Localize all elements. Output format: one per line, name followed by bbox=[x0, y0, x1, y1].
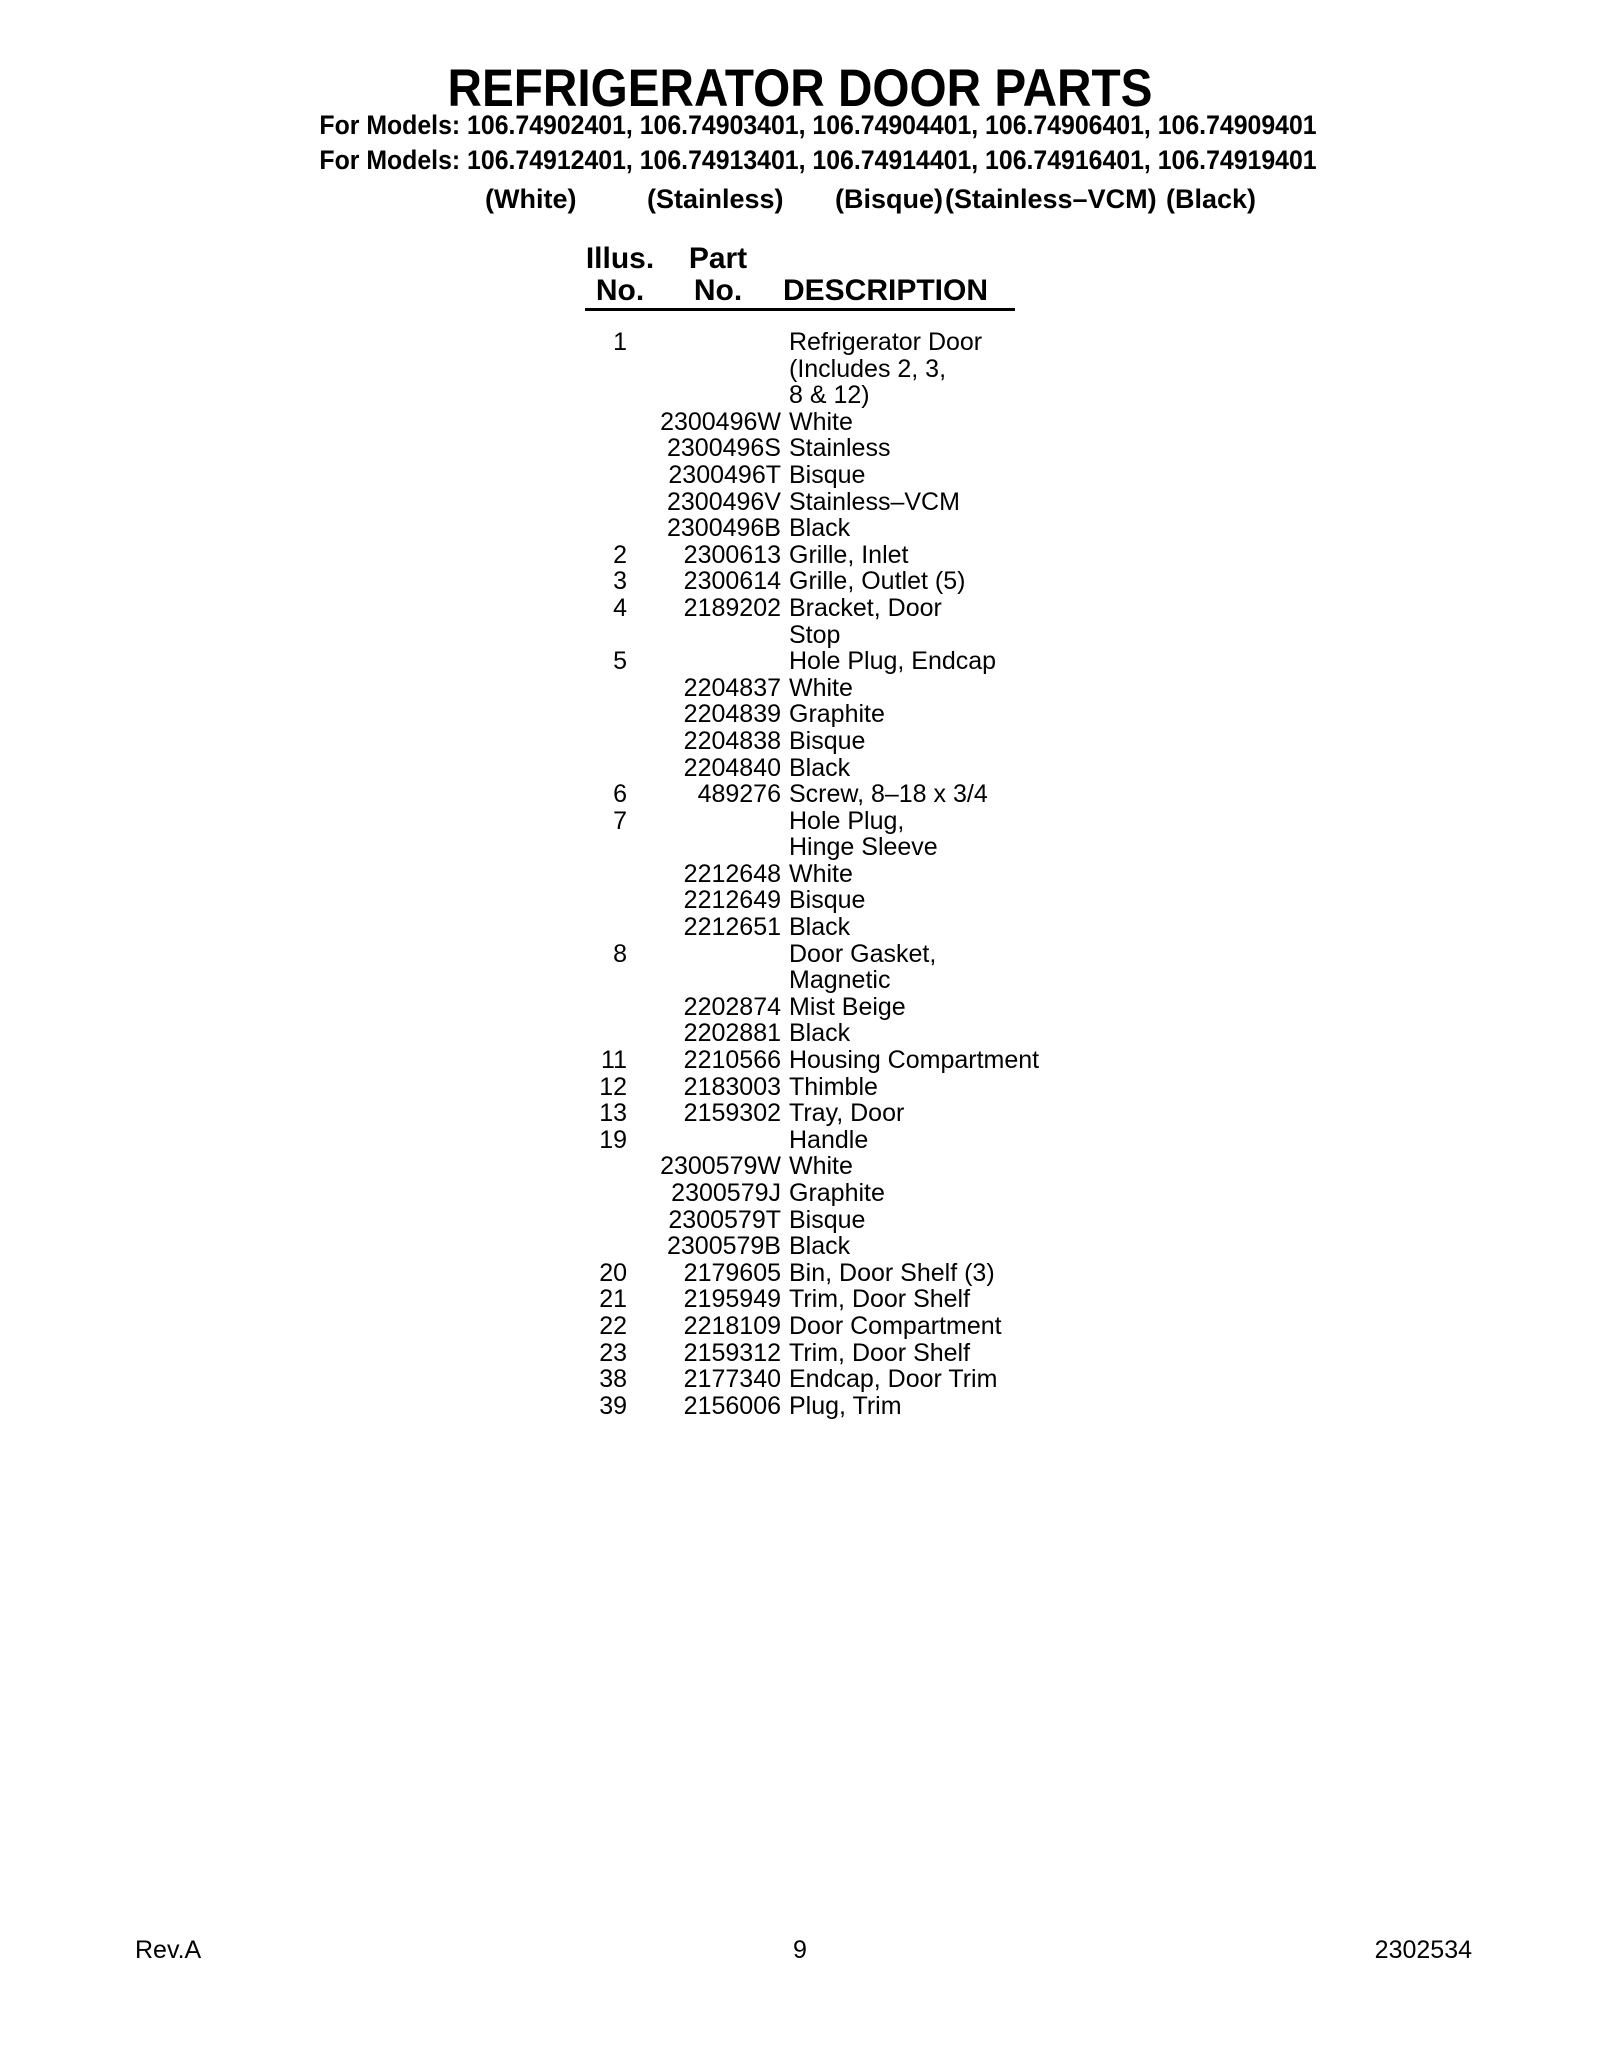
description-cell: White bbox=[789, 407, 853, 436]
illus-no-cell: 13 bbox=[599, 1099, 627, 1128]
illus-no-cell: 21 bbox=[599, 1285, 627, 1314]
illus-no-cell bbox=[545, 462, 627, 489]
table-row bbox=[545, 1100, 1185, 1127]
illus-no-cell bbox=[545, 967, 627, 994]
illus-no-cell bbox=[545, 728, 627, 755]
description-cell: Bracket, Door bbox=[789, 593, 942, 622]
illus-no-cell bbox=[545, 834, 627, 861]
table-row bbox=[545, 409, 1185, 436]
page-number: 9 bbox=[793, 1936, 807, 1964]
description-cell: Bin, Door Shelf (3) bbox=[789, 1258, 995, 1287]
table-row bbox=[545, 1047, 1185, 1074]
description-cell: (Includes 2, 3, bbox=[789, 354, 947, 383]
finish-label-stainless: (Stainless) bbox=[647, 184, 784, 214]
table-row bbox=[545, 462, 1185, 489]
description-cell: Housing Compartment bbox=[789, 1046, 1040, 1075]
illus-no-cell: 8 bbox=[613, 939, 627, 968]
description-cell: Bisque bbox=[789, 886, 866, 915]
col-header-description: DESCRIPTION bbox=[783, 274, 989, 307]
table-row bbox=[545, 1074, 1185, 1101]
col-header-part: Part bbox=[688, 242, 748, 275]
illus-no-cell bbox=[545, 914, 627, 941]
illus-no-cell bbox=[545, 356, 627, 383]
description-cell: White bbox=[789, 1152, 853, 1181]
description-cell: Black bbox=[789, 753, 851, 782]
models-line-1: For Models: 106.74902401, 106.74903401, 106.74904401, 106.74906401, 106.74909401 bbox=[319, 110, 1317, 140]
illus-no-cell: 20 bbox=[599, 1258, 627, 1287]
part-no-cell: 2156006 bbox=[683, 1391, 781, 1420]
finish-labels-row bbox=[0, 184, 1600, 220]
table-row bbox=[545, 834, 1185, 861]
col-header-part-no: No. bbox=[693, 274, 743, 307]
illus-no-cell bbox=[545, 1153, 627, 1180]
illus-no-cell: 4 bbox=[613, 593, 627, 622]
illus-no-cell: 23 bbox=[599, 1338, 627, 1367]
description-cell: Endcap, Door Trim bbox=[789, 1365, 998, 1394]
description-cell: Trim, Door Shelf bbox=[789, 1338, 971, 1367]
illus-no-cell: 38 bbox=[599, 1365, 627, 1394]
table-row bbox=[545, 808, 1185, 835]
table-row bbox=[545, 648, 1185, 675]
table-row bbox=[545, 1286, 1185, 1313]
part-no-cell: 2300496V bbox=[666, 487, 781, 516]
part-no-cell: 2300614 bbox=[683, 567, 781, 596]
part-no-cell: 2300579B bbox=[666, 1232, 781, 1261]
description-cell: Hole Plug, Endcap bbox=[789, 647, 997, 676]
table-row bbox=[545, 1260, 1185, 1287]
table-row bbox=[545, 622, 1185, 649]
description-cell: Magnetic bbox=[789, 966, 891, 995]
table-row bbox=[545, 542, 1185, 569]
finish-label-bisque: (Bisque) bbox=[835, 184, 943, 214]
col-header-illus-no: No. bbox=[595, 274, 645, 307]
description-cell: Graphite bbox=[789, 700, 885, 729]
part-no-cell: 2204840 bbox=[683, 753, 781, 782]
description-cell: White bbox=[789, 859, 853, 888]
part-no-cell bbox=[627, 356, 781, 383]
description-cell: Black bbox=[789, 913, 851, 942]
part-no-cell: 2212651 bbox=[683, 913, 781, 942]
illus-no-cell: 7 bbox=[613, 806, 627, 835]
table-row bbox=[545, 1020, 1185, 1047]
part-no-cell: 2189202 bbox=[683, 593, 781, 622]
table-row bbox=[545, 887, 1185, 914]
part-no-cell: 2300496S bbox=[666, 434, 781, 463]
table-row bbox=[545, 755, 1185, 782]
table-row bbox=[545, 1313, 1185, 1340]
finish-label-black: (Black) bbox=[1166, 184, 1257, 214]
description-cell: Door Gasket, bbox=[789, 939, 937, 968]
illus-no-cell bbox=[545, 701, 627, 728]
part-no-cell bbox=[627, 808, 781, 835]
description-cell: Black bbox=[789, 1232, 851, 1261]
part-no-cell: 2183003 bbox=[683, 1072, 781, 1101]
illus-no-cell bbox=[545, 435, 627, 462]
doc-number: 2302534 bbox=[1374, 1936, 1472, 1964]
description-cell: Grille, Outlet (5) bbox=[789, 567, 966, 596]
part-no-cell: 2210566 bbox=[683, 1046, 781, 1075]
description-cell: Bisque bbox=[789, 460, 866, 489]
description-cell: Stainless–VCM bbox=[789, 487, 960, 516]
part-no-cell: 2300579J bbox=[671, 1179, 781, 1207]
description-cell: Black bbox=[789, 514, 851, 543]
table-row bbox=[545, 515, 1185, 542]
part-no-cell bbox=[627, 941, 781, 968]
description-cell: Screw, 8–18 x 3/4 bbox=[789, 780, 988, 809]
illus-no-cell bbox=[545, 887, 627, 914]
table-row bbox=[545, 1127, 1185, 1154]
part-no-cell: 2204839 bbox=[683, 700, 781, 729]
part-no-cell: 2177340 bbox=[683, 1365, 781, 1394]
table-row bbox=[545, 781, 1185, 808]
part-no-cell bbox=[627, 329, 781, 356]
illus-no-cell bbox=[545, 1207, 627, 1234]
part-no-cell bbox=[627, 382, 781, 409]
illus-no-cell bbox=[545, 409, 627, 436]
part-no-cell: 2204838 bbox=[683, 726, 781, 755]
illus-no-cell: 11 bbox=[601, 1046, 627, 1075]
table-row bbox=[545, 356, 1185, 383]
illus-no-cell bbox=[545, 382, 627, 409]
part-no-cell: 489276 bbox=[697, 780, 781, 809]
part-no-cell bbox=[627, 834, 781, 861]
illus-no-cell: 19 bbox=[599, 1125, 627, 1154]
table-row bbox=[545, 967, 1185, 994]
illus-no-cell bbox=[545, 994, 627, 1021]
illus-no-cell: 39 bbox=[599, 1391, 627, 1420]
description-cell: Handle bbox=[789, 1125, 869, 1154]
illus-no-cell: 2 bbox=[613, 540, 627, 569]
illus-no-cell bbox=[545, 1180, 627, 1207]
page-title: REFRIGERATOR DOOR PARTS bbox=[447, 59, 1153, 118]
table-row bbox=[545, 1180, 1185, 1207]
table-row bbox=[545, 1340, 1185, 1367]
header-rule bbox=[585, 308, 1015, 311]
description-cell: Door Compartment bbox=[789, 1311, 1002, 1340]
table-row bbox=[545, 1366, 1185, 1393]
table-row bbox=[545, 701, 1185, 728]
description-cell: Bisque bbox=[789, 1205, 866, 1234]
description-cell: Thimble bbox=[789, 1072, 878, 1101]
part-no-cell: 2300496W bbox=[660, 407, 781, 436]
description-cell: Refrigerator Door bbox=[789, 328, 983, 356]
illus-no-cell bbox=[545, 622, 627, 649]
illus-no-cell: 22 bbox=[599, 1311, 627, 1340]
illus-no-cell bbox=[545, 675, 627, 702]
description-cell: 8 & 12) bbox=[789, 381, 870, 410]
illus-no-cell bbox=[545, 489, 627, 516]
table-row bbox=[545, 941, 1185, 968]
description-cell: Mist Beige bbox=[789, 992, 906, 1021]
illus-no-cell: 12 bbox=[599, 1072, 627, 1101]
part-no-cell: 2212649 bbox=[683, 886, 781, 915]
description-cell: Trim, Door Shelf bbox=[789, 1285, 971, 1314]
description-cell: Stainless bbox=[789, 434, 891, 463]
part-no-cell: 2212648 bbox=[683, 859, 781, 888]
table-row bbox=[545, 994, 1185, 1021]
illus-no-cell bbox=[545, 755, 627, 782]
illus-no-cell: 1 bbox=[613, 328, 627, 356]
part-no-cell: 2179605 bbox=[683, 1258, 781, 1287]
table-row bbox=[545, 329, 1185, 356]
illus-no-cell bbox=[545, 515, 627, 542]
illus-no-cell: 5 bbox=[613, 647, 627, 676]
part-no-cell: 2300613 bbox=[683, 540, 781, 569]
part-no-cell bbox=[627, 967, 781, 994]
table-row bbox=[545, 435, 1185, 462]
table-row bbox=[545, 728, 1185, 755]
part-no-cell: 2202881 bbox=[683, 1019, 781, 1048]
col-header-illus: Illus. bbox=[585, 242, 655, 275]
description-cell: Black bbox=[789, 1019, 851, 1048]
table-row bbox=[545, 1207, 1185, 1234]
description-cell: Hinge Sleeve bbox=[789, 833, 938, 862]
description-cell: Plug, Trim bbox=[789, 1391, 902, 1420]
table-row bbox=[545, 914, 1185, 941]
table-row bbox=[545, 1393, 1185, 1420]
illus-no-cell bbox=[545, 1233, 627, 1260]
models-line-2: For Models: 106.74912401, 106.74913401, 106.74914401, 106.74916401, 106.74919401 bbox=[319, 145, 1317, 175]
part-no-cell: 2204837 bbox=[683, 673, 781, 702]
table-row bbox=[545, 568, 1185, 595]
part-no-cell bbox=[627, 622, 781, 649]
part-no-cell: 2218109 bbox=[683, 1311, 781, 1340]
part-no-cell bbox=[627, 648, 781, 675]
part-no-cell: 2300579T bbox=[668, 1205, 781, 1234]
part-no-cell: 2159302 bbox=[683, 1099, 781, 1128]
table-row bbox=[545, 382, 1185, 409]
part-no-cell: 2300496B bbox=[666, 514, 781, 543]
illus-no-cell bbox=[545, 1020, 627, 1047]
table-row bbox=[545, 675, 1185, 702]
description-cell: Graphite bbox=[789, 1179, 885, 1207]
description-cell: Hole Plug, bbox=[789, 806, 905, 835]
description-cell: Grille, Inlet bbox=[789, 540, 909, 569]
illus-no-cell: 6 bbox=[613, 780, 627, 809]
finish-label-stainless-vcm: (Stainless–VCM) bbox=[945, 184, 1157, 214]
table-row bbox=[545, 1233, 1185, 1260]
table-row bbox=[545, 489, 1185, 516]
part-no-cell: 2202874 bbox=[683, 992, 781, 1021]
part-no-cell: 2159312 bbox=[683, 1338, 781, 1367]
description-cell: White bbox=[789, 673, 853, 702]
finish-label-white: (White) bbox=[485, 184, 577, 214]
illus-no-cell bbox=[545, 861, 627, 888]
table-row bbox=[545, 1153, 1185, 1180]
description-cell: Bisque bbox=[789, 726, 866, 755]
part-no-cell bbox=[627, 1127, 781, 1154]
part-no-cell: 2300496T bbox=[668, 460, 781, 489]
illus-no-cell: 3 bbox=[613, 567, 627, 596]
revision-label: Rev.A bbox=[135, 1936, 202, 1964]
table-row bbox=[545, 595, 1185, 622]
table-row bbox=[545, 861, 1185, 888]
description-cell: Stop bbox=[789, 620, 841, 649]
part-no-cell: 2300579W bbox=[660, 1152, 781, 1181]
part-no-cell: 2195949 bbox=[683, 1285, 781, 1314]
parts-table bbox=[545, 329, 1185, 1419]
description-cell: Tray, Door bbox=[789, 1099, 905, 1128]
